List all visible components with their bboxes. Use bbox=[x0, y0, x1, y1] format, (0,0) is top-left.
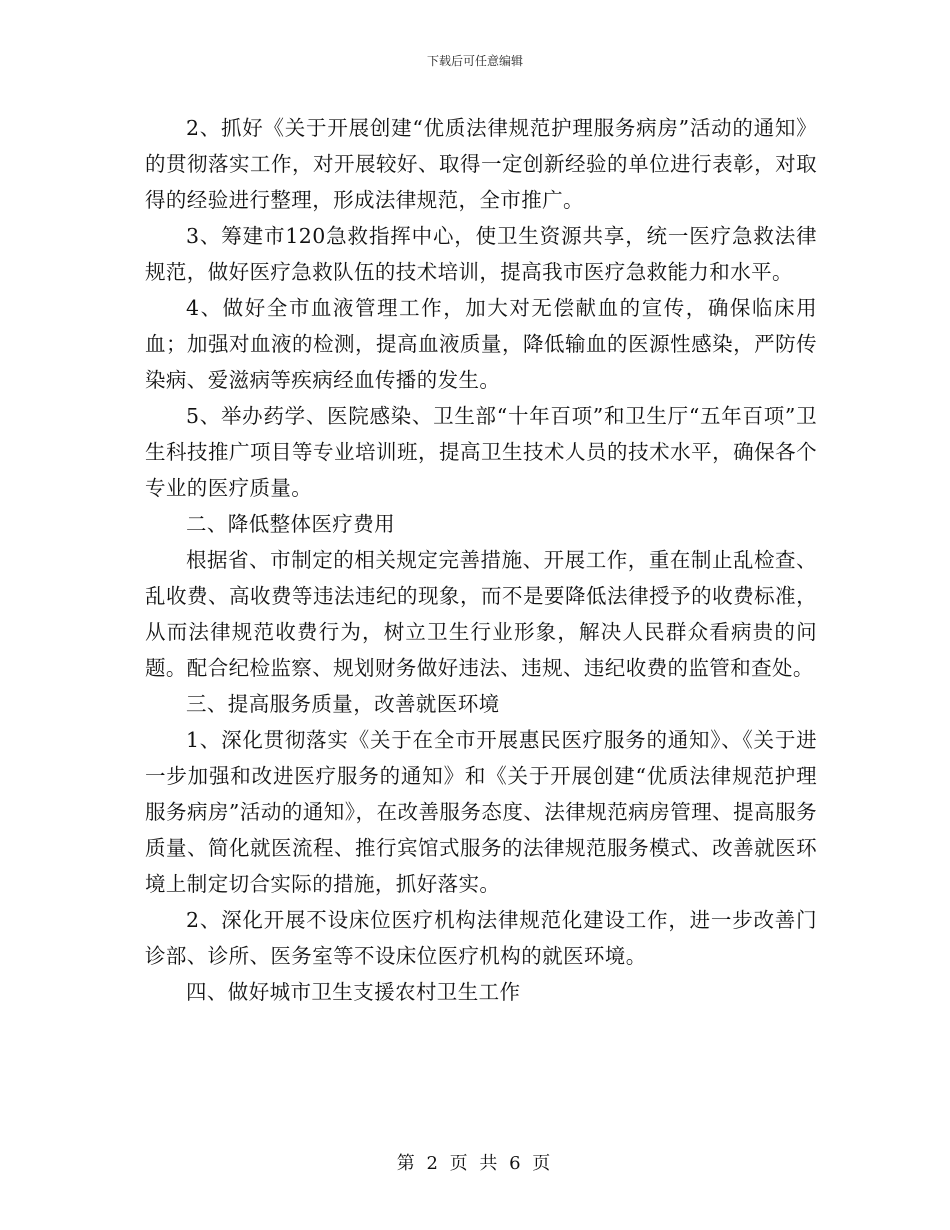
document-body bbox=[145, 110, 817, 1010]
section-heading-3: 三、提高服务质量，改善就医环境 bbox=[186, 692, 500, 716]
paragraph-item-3: 3、筹建市120急救指挥中心，使卫生资源共享，统一医疗急救法律规范，做好医疗急救队伍的技术培训，提高我市医疗急救能力和水平。 bbox=[145, 224, 817, 284]
paragraph-service-1: 1、深化贯彻落实《关于在全市开展惠民医疗服务的通知》、《关于进一步加强和改进医疗服务的通知》和《关于开展创建“优质法律规范护理服务病房”活动的通知》，在改善服务态度、法律规范病房管理、提高服务质量、简化就医流程、推行宾馆式服务的法律规范服务模式、改善就医环境上制定切合实际的措施，抓好落实。 bbox=[145, 728, 817, 896]
paragraph-service-2: 2、深化开展不设床位医疗机构法律规范化建设工作，进一步改善门诊部、诊所、医务室等不设床位医疗机构的就医环境。 bbox=[145, 908, 817, 968]
section-heading-4: 四、做好城市卫生支援农村卫生工作 bbox=[186, 980, 521, 1004]
paragraph-cost-control: 根据省、市制定的相关规定完善措施、开展工作，重在制止乱检查、乱收费、高收费等违法违纪的现象，而不是要降低法律授予的收费标准，从而法律规范收费行为，树立卫生行业形象，解决人民群众看病贵的问题。配合纪检监察、规划财务做好违法、违规、违纪收费的监管和查处。 bbox=[145, 548, 817, 680]
paragraph-item-4: 4、做好全市血液管理工作，加大对无偿献血的宣传，确保临床用血；加强对血液的检测，提高血液质量，降低输血的医源性感染，严防传染病、爱滋病等疾病经血传播的发生。 bbox=[145, 296, 817, 392]
paragraph-item-5: 5、举办药学、医院感染、卫生部“十年百项”和卫生厅“五年百项”卫生科技推广项目等专业培训班，提高卫生技术人员的技术水平，确保各个专业的医疗质量。 bbox=[145, 404, 817, 500]
page-number: 第 2 页 共 6 页 bbox=[396, 1153, 554, 1174]
page-footer bbox=[0, 1153, 950, 1175]
page-header bbox=[0, 53, 950, 69]
section-heading-2: 二、降低整体医疗费用 bbox=[186, 512, 395, 536]
paragraph-item-2: 2、抓好《关于开展创建“优质法律规范护理服务病房”活动的通知》的贯彻落实工作，对开展较好、取得一定创新经验的单位进行表彰，对取得的经验进行整理，形成法律规范，全市推广。 bbox=[145, 116, 817, 212]
header-note: 下载后可任意编辑 bbox=[426, 54, 523, 68]
